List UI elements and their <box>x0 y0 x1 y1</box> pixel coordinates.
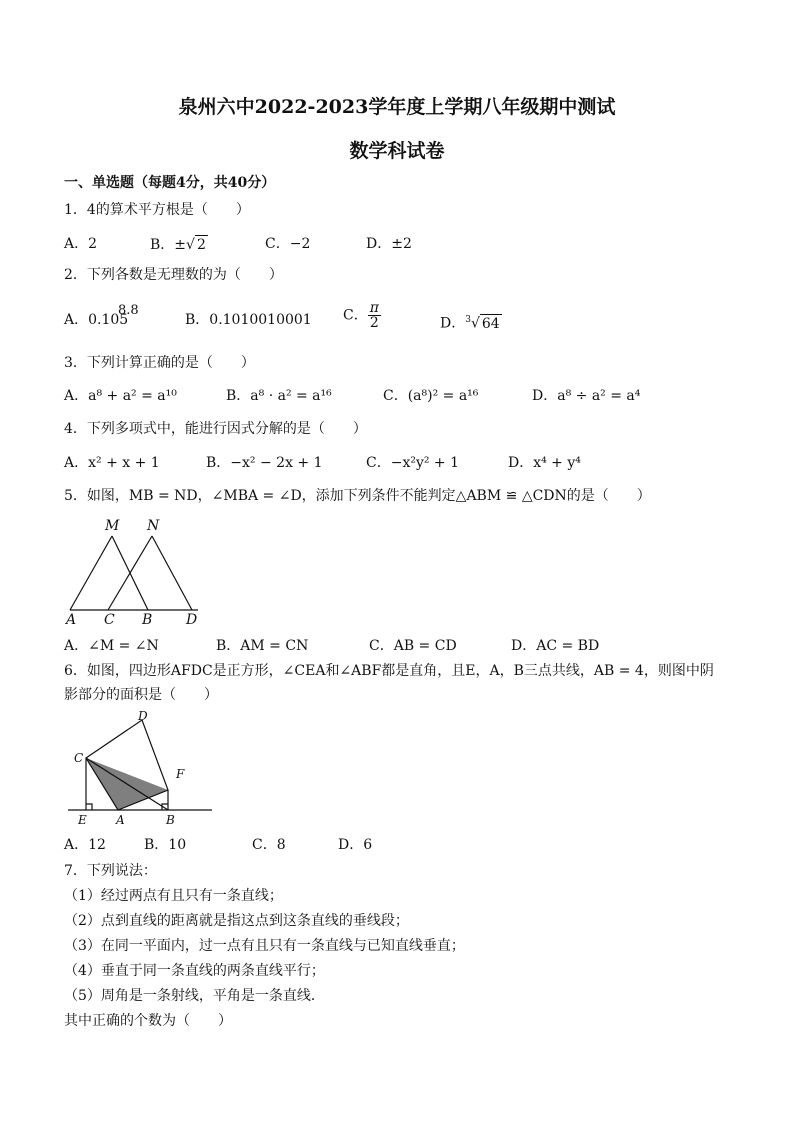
section-heading: 一、单选题（每题4分，共40分） <box>64 175 276 191</box>
q1-stem: 1．4的算术平方根是（ ） <box>64 202 250 218</box>
q6-label-b: B <box>166 813 175 827</box>
q5-label-c: C <box>104 612 115 626</box>
q7-statement-2: （2）点到直线的距离就是指这点到这条直线的垂线段； <box>64 913 409 929</box>
page-subtitle: 数学科试卷 <box>349 140 445 162</box>
q6-label-d: D <box>138 709 148 723</box>
q2-option-c: C． $\frac{\pi}{2}$ <box>343 300 379 331</box>
q5-stem: 5．如图，MB = ND，∠MBA = ∠D，添加下列条件不能判定△ABM ≌ △CDN的是（ ） <box>64 488 651 504</box>
q1-option-c: C．−2 <box>265 236 311 252</box>
q6-label-f: F <box>176 767 185 781</box>
q5-segment-am <box>70 536 112 610</box>
q5-label-d: D <box>186 612 198 626</box>
q2-option-d-index: 3 <box>465 315 471 325</box>
q4-option-a: A．x² + x + 1 <box>64 455 160 471</box>
q5-label-m: M <box>105 518 120 534</box>
q7-stem: 7．下列说法： <box>64 863 157 879</box>
q6-option-c: C．8 <box>252 837 286 853</box>
q7-question: 其中正确的个数为（ ） <box>64 1013 232 1029</box>
q7-statement-5: （5）周角是一条射线，平角是一条直线． <box>64 988 325 1004</box>
q7-statement-3: （3）在同一平面内，过一点有且只有一条直线与已知直线垂直； <box>64 938 465 954</box>
q5-label-n: N <box>147 518 160 534</box>
q6-figure <box>62 708 218 828</box>
q5-option-d: D．AC = BD <box>511 638 600 654</box>
q5-segment-cn <box>108 536 152 610</box>
q1-option-b: B．±√ 2 <box>150 237 206 253</box>
q4-option-c: C．−x²y² + 1 <box>366 455 460 471</box>
q5-option-b: B．AM = CN <box>216 638 309 654</box>
q2-option-d: D．$^3$√ 64 <box>440 315 500 332</box>
q5-label-a: A <box>66 612 77 626</box>
q1-option-a: A．2 <box>64 236 98 252</box>
q3-option-b: B．a⁸ · a² = a¹⁶ <box>226 388 332 404</box>
q2-option-d-radicand: 64 <box>481 315 500 332</box>
q3-option-a: A．a⁸ + a² = a¹⁰ <box>64 388 177 404</box>
q5-segment-nd <box>152 536 192 610</box>
q1-option-d: D．±2 <box>366 236 412 252</box>
q6-label-c: C <box>74 751 84 765</box>
q2-option-a-value: 0.105 <box>88 312 129 328</box>
q7-statement-4: （4）垂直于同一条直线的两条直线平行； <box>64 963 325 979</box>
q6-stem-line2: 影部分的面积是（ ） <box>64 687 218 703</box>
q2-option-a: A．0.105 8.8 <box>64 303 139 328</box>
q3-option-d: D．a⁸ ÷ a² = a⁴ <box>532 388 641 404</box>
q6-stem-line1: 6．如图，四边形AFDC是正方形，∠CEA和∠ABF都是直角，且E，A，B三点共线，AB = 4，则图中阴 <box>64 663 714 679</box>
q6-label-a: A <box>116 813 125 827</box>
q5-label-b: B <box>142 612 153 626</box>
q4-option-b: B．−x² − 2x + 1 <box>206 455 323 471</box>
q6-option-b: B．10 <box>144 837 187 853</box>
q6-option-d: D．6 <box>338 837 373 853</box>
q3-option-c: C．(a⁸)² = a¹⁶ <box>383 388 479 404</box>
q5-option-a: A．∠M = ∠N <box>64 638 159 654</box>
q6-option-a: A．12 <box>64 837 106 853</box>
q2-stem: 2．下列各数是无理数的为（ ） <box>64 267 283 283</box>
q5-option-c: C．AB = CD <box>369 638 457 654</box>
q2-option-a-repeat-dots: 8.8 <box>118 303 139 318</box>
q1-option-b-radicand: 2 <box>196 237 206 253</box>
q3-stem: 3．下列计算正确的是（ ） <box>64 355 255 371</box>
q4-stem: 4．下列多项式中，能进行因式分解的是（ ） <box>64 421 367 437</box>
page-title: 泉州六中2022-2023学年度上学期八年级期中测试 <box>178 96 616 118</box>
q7-statement-1: （1）经过两点有且只有一条直线； <box>64 888 283 904</box>
q5-figure <box>62 514 212 626</box>
q2-option-c-fraction: $\frac{\pi}{2}$ <box>369 300 379 331</box>
q6-right-angle-e <box>86 804 92 810</box>
q2-option-b: B．0.1010010001 <box>185 312 312 328</box>
q6-label-e: E <box>78 813 87 827</box>
q4-option-d: D．x⁴ + y⁴ <box>508 455 581 471</box>
